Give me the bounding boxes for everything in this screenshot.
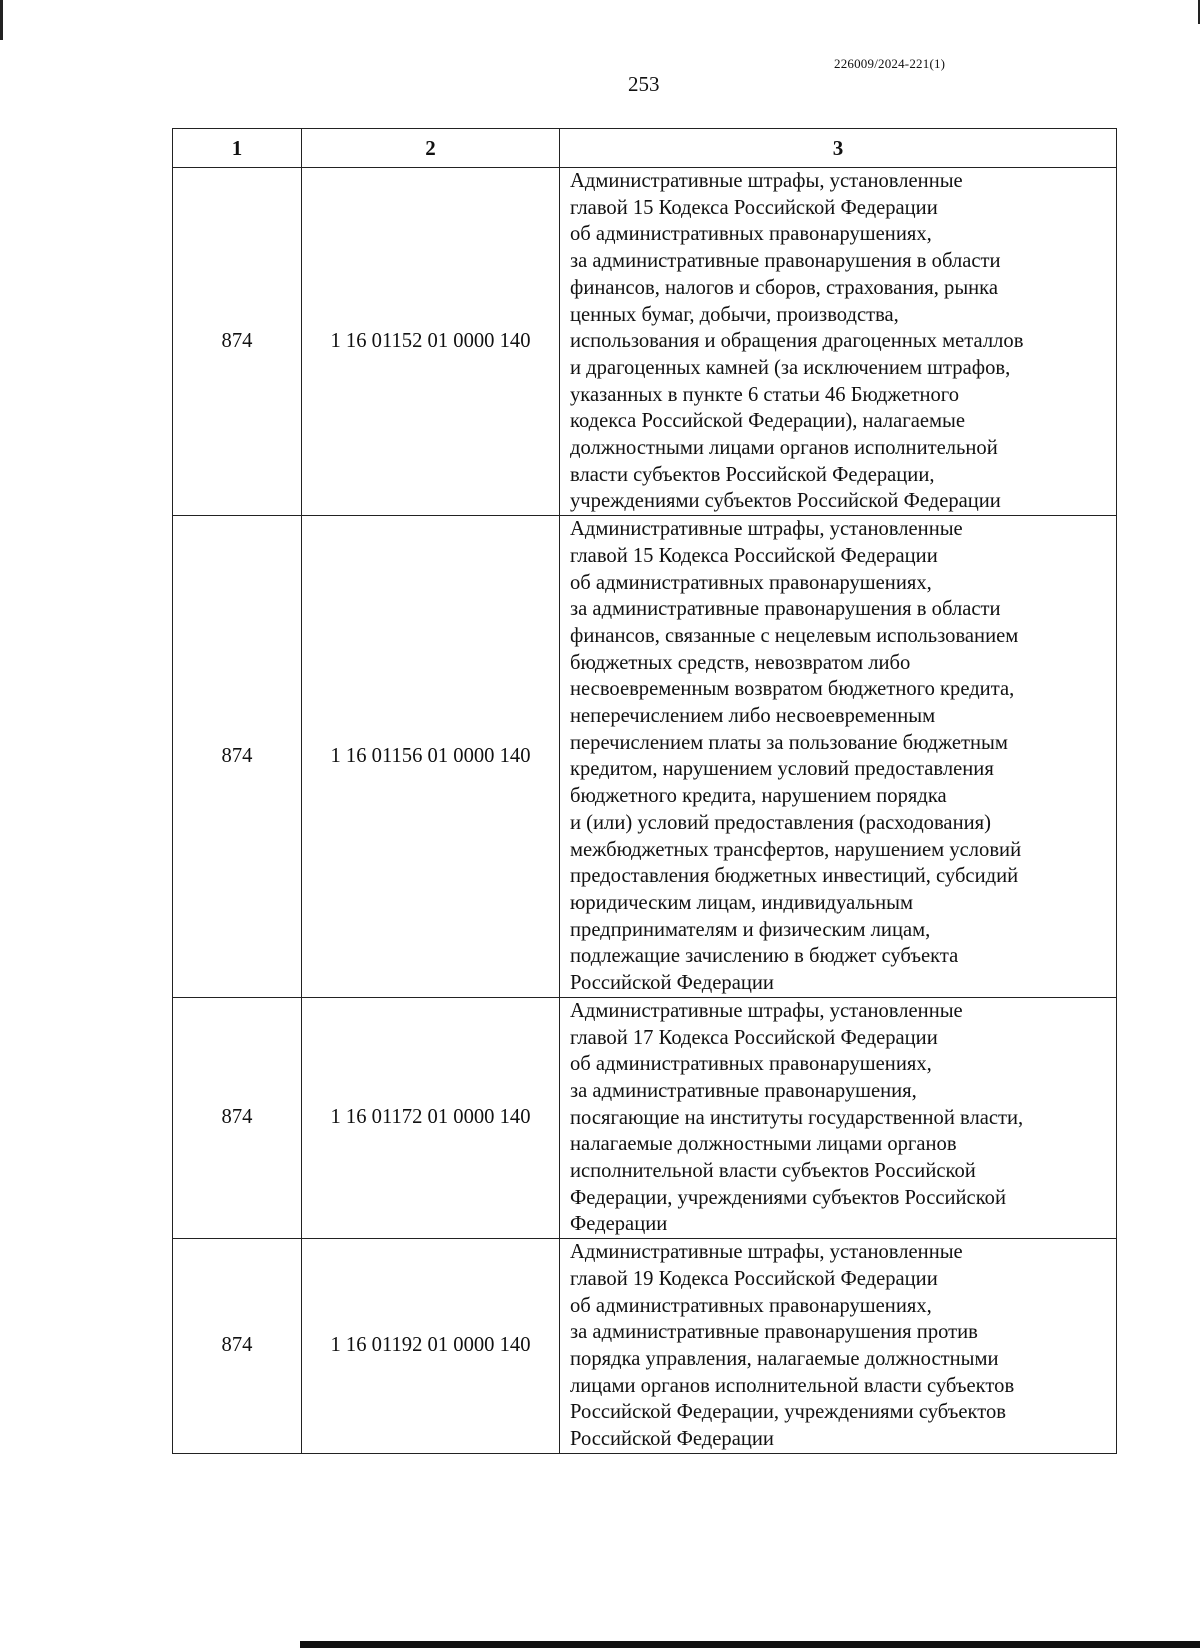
description-line: Российской Федерации, учреждениями субъектов bbox=[570, 1401, 1006, 1424]
admin-code-cell: 874 bbox=[173, 168, 302, 516]
description-line: Федерации, учреждениями субъектов Российской bbox=[570, 1186, 1006, 1209]
description-line: Административные штрафы, установленные bbox=[570, 999, 963, 1022]
description-line: лицами органов исполнительной власти субъектов bbox=[570, 1374, 1015, 1397]
description-line: Административные штрафы, установленные bbox=[570, 1241, 963, 1264]
description-line: главой 19 Кодекса Российской Федерации bbox=[570, 1267, 938, 1290]
description-line: финансов, связанные с нецелевым использованием bbox=[570, 624, 1019, 647]
description-line: Федерации bbox=[570, 1213, 668, 1236]
admin-code-cell: 874 bbox=[173, 516, 302, 998]
description-cell bbox=[560, 168, 1117, 516]
column-header-2: 2 bbox=[302, 129, 560, 168]
description-line: указанных в пункте 6 статьи 46 Бюджетного bbox=[570, 383, 959, 406]
description-line: порядка управления, налагаемые должностными bbox=[570, 1347, 999, 1370]
description-line: бюджетных средств, невозвратом либо bbox=[570, 651, 911, 674]
description-line: Административные штрафы, установленные bbox=[570, 518, 963, 541]
description-line: за административные правонарушения против bbox=[570, 1321, 978, 1344]
description-line: ценных бумаг, добычи, производства, bbox=[570, 303, 899, 326]
description-cell bbox=[560, 997, 1117, 1238]
budget-classification-code-cell: 1 16 01192 01 0000 140 bbox=[302, 1239, 560, 1454]
description-line: учреждениями субъектов Российской Федерации bbox=[570, 490, 1001, 513]
description-line: финансов, налогов и сборов, страхования, рынка bbox=[570, 276, 999, 299]
description-line: бюджетного кредита, нарушением порядка bbox=[570, 785, 947, 808]
description-line: власти субъектов Российской Федерации, bbox=[570, 463, 935, 486]
description-line: Российской Федерации bbox=[570, 1428, 774, 1451]
description-line: использования и обращения драгоценных металлов bbox=[570, 330, 1024, 353]
description-line: главой 17 Кодекса Российской Федерации bbox=[570, 1026, 938, 1049]
description-line: об административных правонарушениях, bbox=[570, 1053, 932, 1076]
description-line: Российской Федерации bbox=[570, 972, 774, 995]
description-line: перечислением платы за пользование бюджетным bbox=[570, 731, 1008, 754]
description-line: предпринимателям и физическим лицам, bbox=[570, 918, 931, 941]
description-line: за административные правонарушения в области bbox=[570, 598, 1001, 621]
table-row bbox=[173, 1239, 1117, 1454]
description-line: об административных правонарушениях, bbox=[570, 571, 932, 594]
description-line: исполнительной власти субъектов Российской bbox=[570, 1160, 976, 1183]
table-header-row bbox=[173, 129, 1117, 168]
budget-classification-code-cell: 1 16 01172 01 0000 140 bbox=[302, 997, 560, 1238]
description-line: подлежащие зачислению в бюджет субъекта bbox=[570, 945, 959, 968]
description-cell bbox=[560, 516, 1117, 998]
description-line: главой 15 Кодекса Российской Федерации bbox=[570, 544, 938, 567]
budget-codes-table bbox=[172, 128, 1117, 1454]
description-line: об административных правонарушениях, bbox=[570, 223, 932, 246]
description-line: кодекса Российской Федерации), налагаемые bbox=[570, 410, 966, 433]
budget-classification-code-cell: 1 16 01152 01 0000 140 bbox=[302, 168, 560, 516]
description-line: Административные штрафы, установленные bbox=[570, 170, 963, 192]
description-line: должностными лицами органов исполнительной bbox=[570, 437, 998, 460]
description-line: юридическим лицам, индивидуальным bbox=[570, 891, 914, 914]
description-line: межбюджетных трансфертов, нарушением условий bbox=[570, 838, 1022, 861]
table-row bbox=[173, 168, 1117, 516]
table-row bbox=[173, 997, 1117, 1238]
column-header-3: 3 bbox=[560, 129, 1117, 168]
description-line: предоставления бюджетных инвестиций, субсидий bbox=[570, 865, 1019, 888]
scan-bottom-bar bbox=[300, 1641, 1200, 1648]
description-line: об административных правонарушениях, bbox=[570, 1294, 932, 1317]
description-line: несвоевременным возвратом бюджетного кредита, bbox=[570, 678, 1015, 701]
description-line: за административные правонарушения, bbox=[570, 1079, 917, 1102]
description-line: и драгоценных камней (за исключением штрафов, bbox=[570, 356, 1011, 379]
scan-edge-left bbox=[0, 0, 3, 40]
column-header-1: 1 bbox=[173, 129, 302, 168]
description-line: кредитом, нарушением условий предоставления bbox=[570, 758, 994, 781]
document-id: 226009/2024-221(1) bbox=[834, 56, 946, 71]
page-number: 253 bbox=[628, 72, 660, 96]
description-line: и (или) условий предоставления (расходования) bbox=[570, 811, 991, 834]
table-body bbox=[173, 168, 1117, 1454]
admin-code-cell: 874 bbox=[173, 997, 302, 1238]
description-line: посягающие на институты государственной власти, bbox=[570, 1106, 1024, 1129]
description-line: налагаемые должностными лицами органов bbox=[570, 1133, 957, 1156]
description-line: неперечислением либо несвоевременным bbox=[570, 705, 936, 728]
description-line: за административные правонарушения в области bbox=[570, 250, 1001, 273]
description-line: главой 15 Кодекса Российской Федерации bbox=[570, 196, 938, 219]
admin-code-cell: 874 bbox=[173, 1239, 302, 1454]
table-row bbox=[173, 516, 1117, 998]
budget-classification-code-cell: 1 16 01156 01 0000 140 bbox=[302, 516, 560, 998]
description-cell bbox=[560, 1239, 1117, 1454]
